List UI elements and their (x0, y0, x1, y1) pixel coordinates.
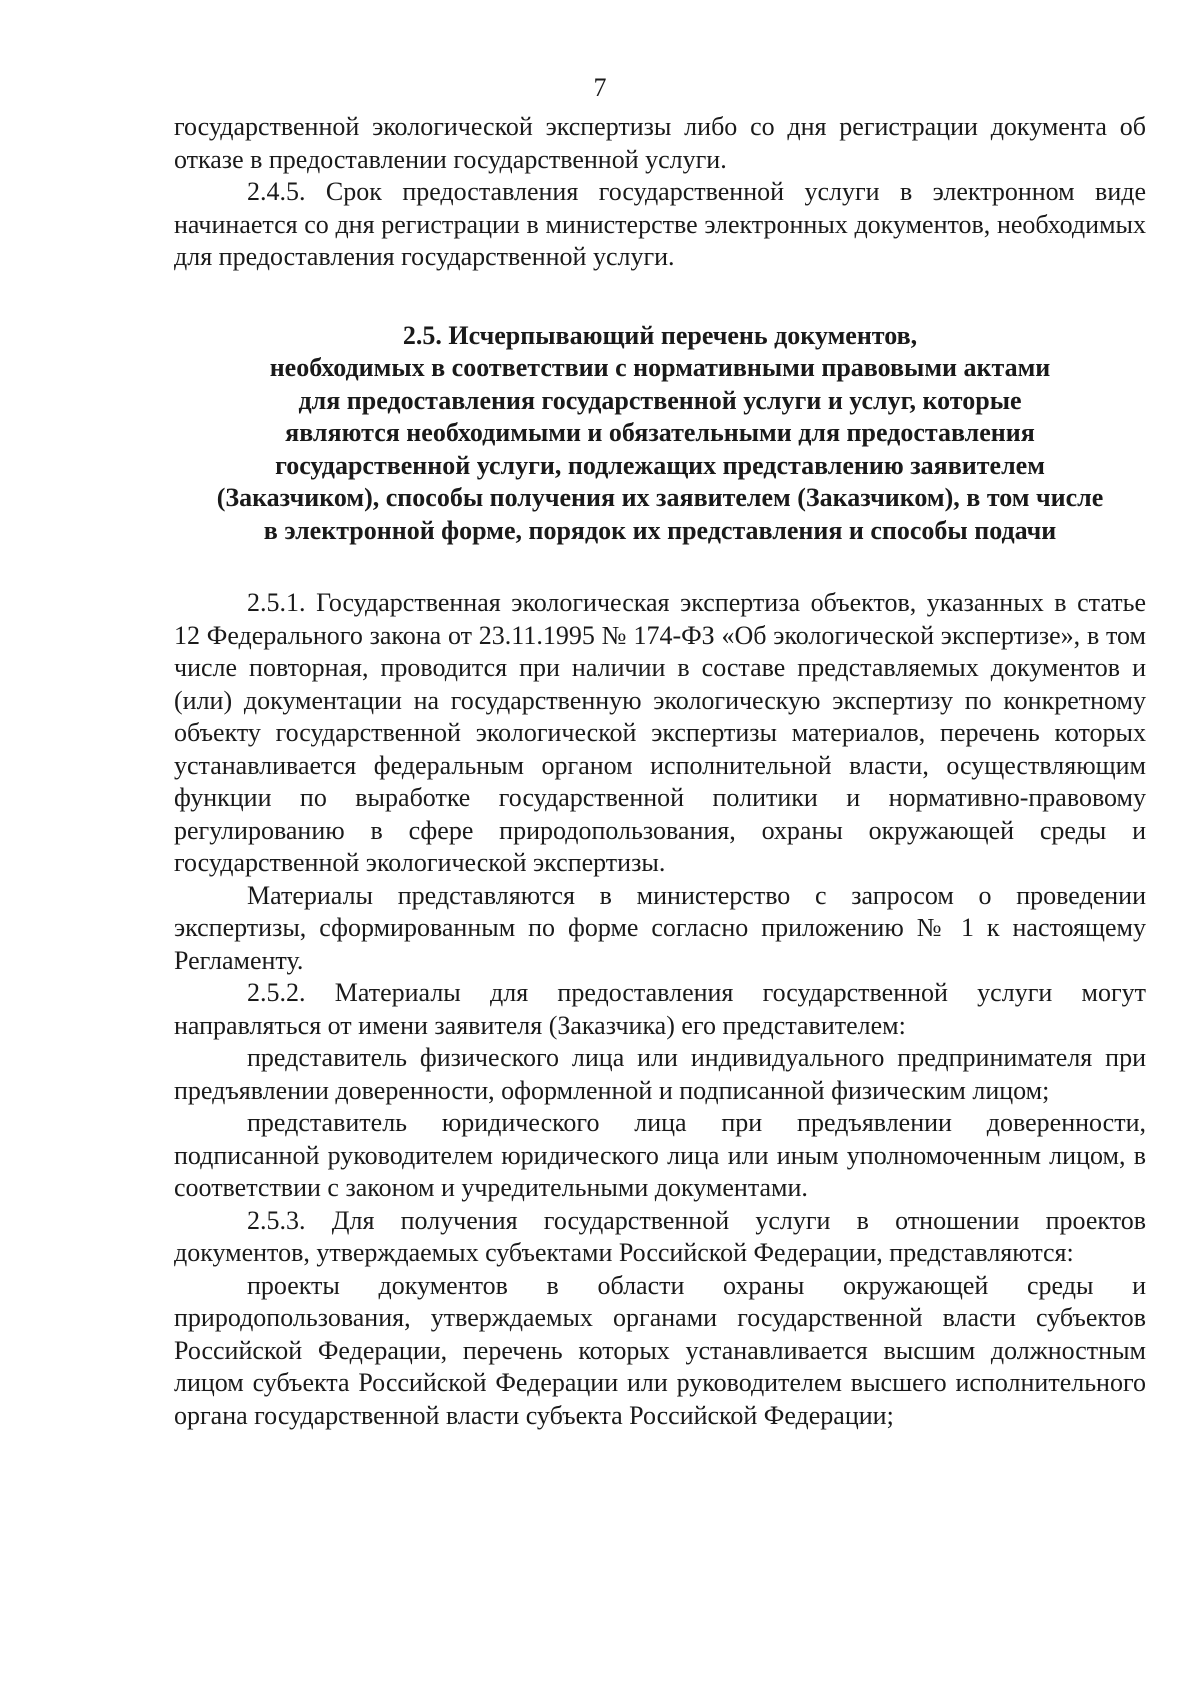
heading-line: для предоставления государственной услуги и услуг, которые (298, 385, 1022, 415)
heading-line: являются необходимыми и обязательными для предоставления (285, 418, 1035, 447)
paragraph-individual-representative: представитель физического лица или индивидуального предпринимателя при предъявлении доверенности, оформленной и подписанной физическим лицом; (174, 1043, 1146, 1105)
heading-line: (Заказчиком), способы получения их заявителем (Заказчиком), в том числе (216, 483, 1104, 512)
paragraph-2-4-5: 2.4.5. Срок предоставления государственной услуги в электронном виде начинается со дня регистрации в министерстве электронных документов, необходимых для предоставления государственной услуги. (174, 177, 1146, 271)
paragraph-2-5-3: 2.5.3. Для получения государственной услуги в отношении проектов документов, утверждаемых субъектами Российской Федерации, представляются: (174, 1205, 1146, 1267)
heading-line: в электронной форме, порядок их представления и способы подачи (263, 515, 1057, 545)
section-heading-2-5 (174, 320, 1146, 548)
paragraph-2-5-2: 2.5.2. Материалы для предоставления государственной услуги могут направляться от имени заявителя (Заказчика) его представителем: (174, 978, 1146, 1040)
paragraph-continuation: государственной экологической экспертизы либо со дня регистрации документа об отказе в предоставлении государственной услуги. (174, 112, 1146, 174)
paragraph-draft-documents: проекты документов в области охраны окружающей среды и природопользования, утверждаемых органами государственной власти субъектов Российской Федерации, перечень которых устанавливается высшим должностным лицом субъекта Российской Федерации или руководителем высшего исполнительного органа государственной власти субъекта Российской Федерации; (174, 1270, 1146, 1430)
heading-line: необходимых в соответствии с нормативными правовыми актами (269, 353, 1051, 382)
paragraph-legal-representative: представитель юридического лица при предъявлении доверенности, подписанной руководителем юридического лица или иным уполномоченным лицом, в соответствии с законом и учредительными документами. (174, 1108, 1146, 1202)
document-body (174, 111, 1146, 1432)
heading-line: государственной услуги, подлежащих представлению заявителем (275, 450, 1045, 480)
paragraph-2-5-1: 2.5.1. Государственная экологическая экспертиза объектов, указанных в статье 12 Федерального закона от 23.11.1995 № 174-ФЗ «Об экологической экспертизе», в том числе повторная, проводится при наличии в составе представляемых документов и (или) документации на государственную экологическую экспертизу по конкретному объекту государственной экологической экспертизы материалов, перечень которых устанавливается федеральным органом исполнительной власти, осуществляющим функции по выработке государственной политики и нормативно-правовому регулированию в сфере природопользования, охраны окружающей среды и государственной экологической экспертизы. (174, 588, 1146, 877)
page-number: 7 (593, 73, 607, 102)
paragraph-materials: Материалы представляются в министерство с запросом о проведении экспертизы, сформированным по форме согласно приложению № 1 к настоящему Регламенту. (174, 880, 1146, 975)
heading-line: 2.5. Исчерпывающий перечень документов, (402, 320, 918, 350)
